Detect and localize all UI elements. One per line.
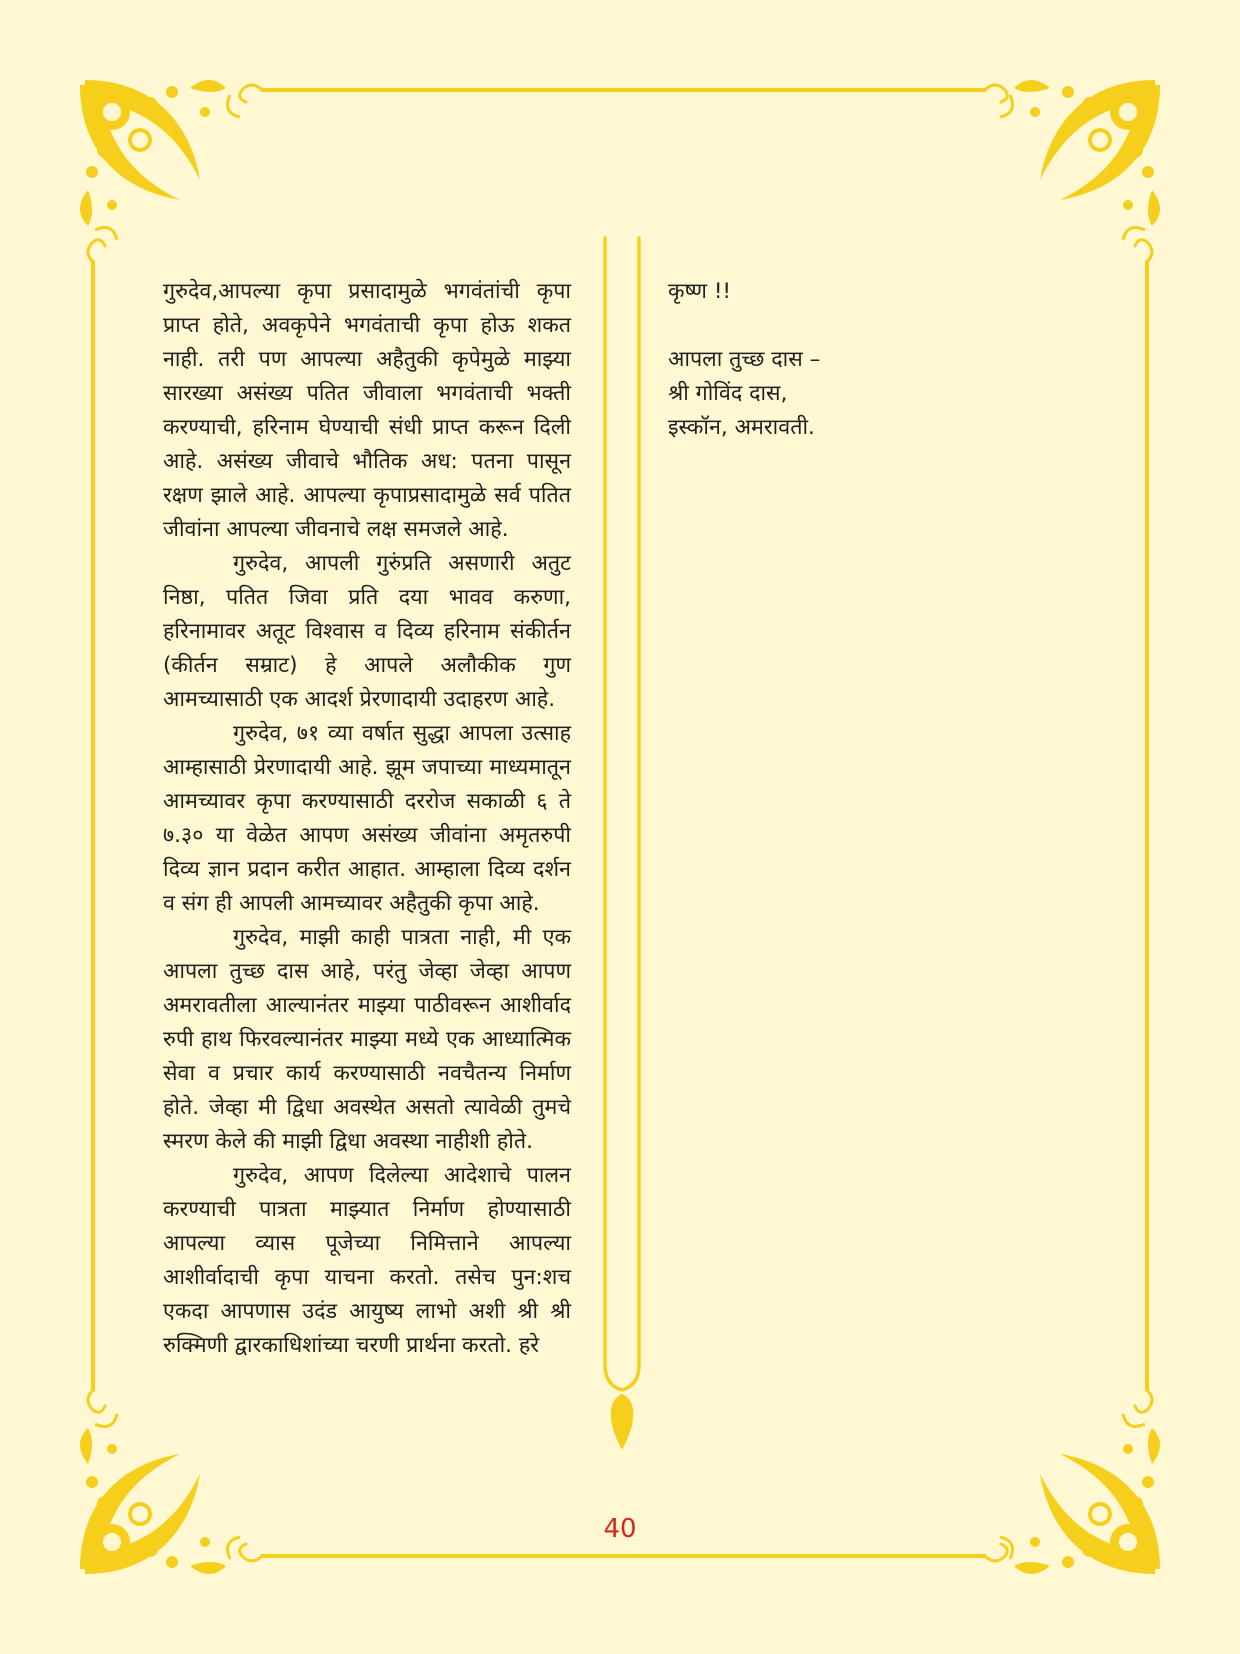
signature-block [668,343,1028,445]
paragraph-4: गुरुदेव, माझी काही पात्रता नाही, मी एक आपला तुच्छ दास आहे, परंतु जेव्हा जेव्हा आपण अमरावतीला आल्यानंतर माझ्या पाठीवरून आशीर्वाद रुपी हाथ फिरवल्यानंतर माझ्या मध्ये एक आध्यात्मिक सेवा व प्रचार कार्य करण्यासाठी नवचैतन्य निर्माण होते. जेव्हा मी द्विधा अवस्थेत असतो त्यावेळी तुमचे स्मरण केले की माझी द्विधा अवस्था नाहीशी होते. [163,925,571,1154]
left-text-column [163,275,571,1363]
signature-line-1: आपला तुच्छ दास – [668,347,821,372]
signature-line-3: इस्कॉन, अमरावती. [668,415,815,440]
right-text-column [668,275,1028,445]
paragraph-5: गुरुदेव, आपण दिलेल्या आदेशाचे पालन करण्याची पात्रता माझ्यात निर्माण होण्यासाठी आपल्या व्यास पूजेच्या निमित्ताने आपल्या आशीर्वादाची कृपा याचना करतो. तसेच पुन:शच एकदा आपणास उदंड आयुष्य लाभो अशी श्री श्री रुक्मिणी द्वारकाधिशांच्या चरणी प्रार्थना करतो. हरे [163,1163,571,1358]
page-number: 40 [603,1514,637,1544]
paragraph-3: गुरुदेव, ७१ व्या वर्षात सुद्धा आपला उत्साह आम्हासाठी प्रेरणादायी आहे. झूम जपाच्या माध्यमातून आमच्यावर कृपा करण्यासाठी दररोज सकाळी ६ ते ७.३० या वेळेत आपण असंख्य जीवांना अमृतरुपी दिव्य ज्ञान प्रदान करीत आहात. आम्हाला दिव्य दर्शन व संग ही आपली आमच्यावर अहैतुकी कृपा आहे. [163,721,571,916]
continuation-text: कृष्ण !! [668,279,732,304]
signature-line-2: श्री गोविंद दास, [668,381,788,406]
paragraph-2: गुरुदेव, आपली गुरुंप्रति असणारी अतुट निष्ठा, पतित जिवा प्रति दया भावव करुणा, हरिनामावर अतूट विश्वास व दिव्य हरिनाम संकीर्तन (कीर्तन सम्राट) हे आपले अलौकीक गुण आमच्यासाठी एक आदर्श प्रेरणादायी उदाहरण आहे. [163,551,571,712]
paragraph-1: गुरुदेव,आपल्या कृपा प्रसादामुळे भगवंतांची कृपा प्राप्त होते, अवकृपेने भगवंताची कृपा होऊ शकत नाही. तरी पण आपल्या अहैतुकी कृपेमुळे माझ्या सारख्या असंख्य पतित जीवाला भगवंताची भक्ती करण्याची, हरिनाम घेण्याची संधी प्राप्त करून दिली आहे. असंख्य जीवाचे भौतिक अध: पतना पासून रक्षण झाले आहे. आपल्या कृपाप्रसादामुळे सर्व पतित जीवांना आपल्या जीवनाचे लक्ष समजले आहे. [163,279,571,542]
